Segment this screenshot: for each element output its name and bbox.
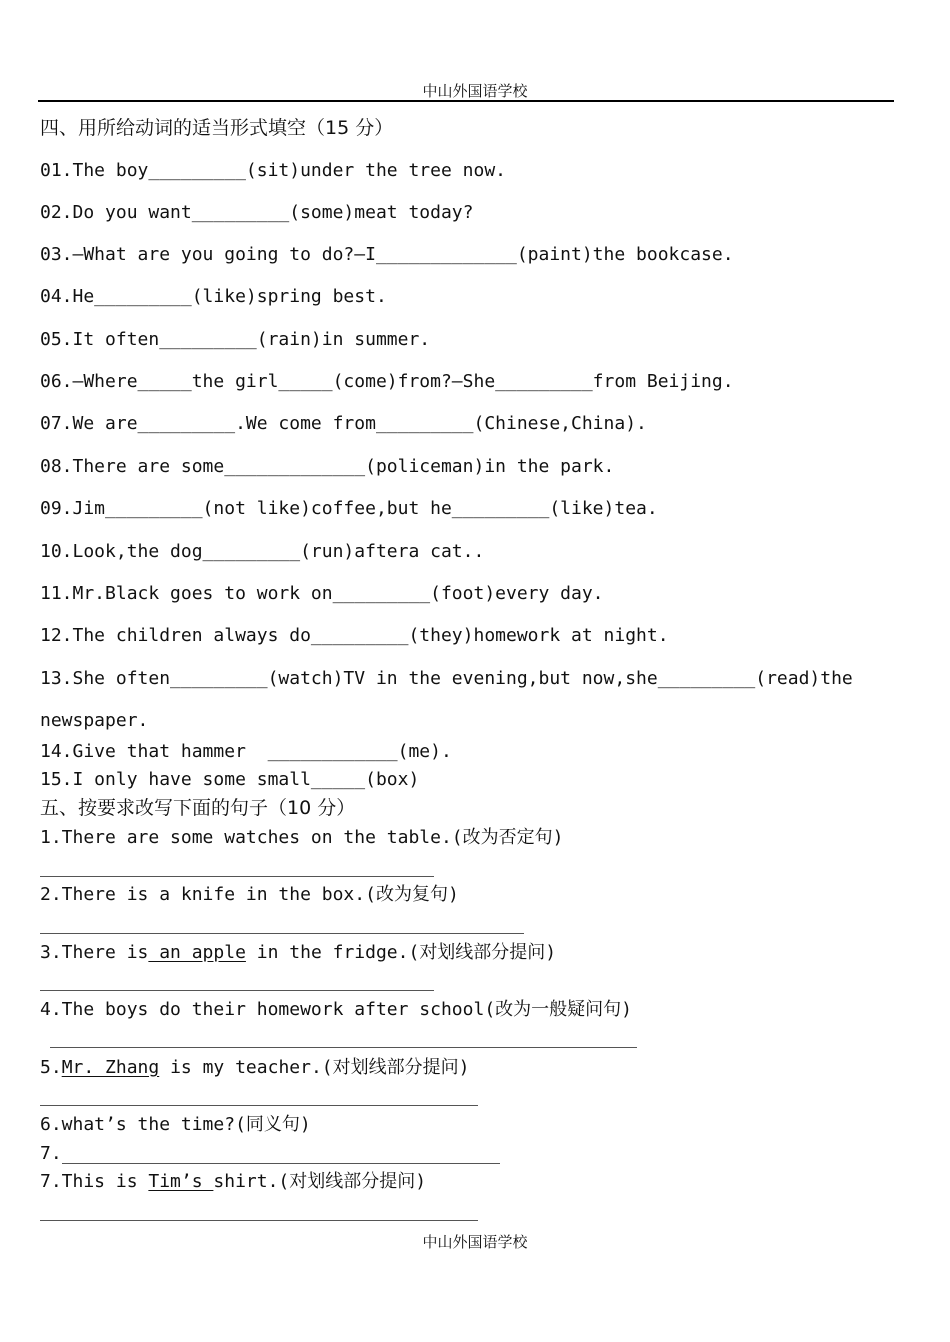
answer-line-6	[62, 1163, 500, 1164]
rewrite-q7	[40, 1171, 426, 1193]
answer-line-2	[40, 933, 524, 934]
question-03: 03.—What are you going to do?—I_____________(paint)the bookcase.	[40, 244, 734, 265]
question-09: 09.Jim_________(not like)coffee,but he_________(like)tea.	[40, 498, 658, 519]
q5-text-post: is my teacher.(对划线部分提问)	[159, 1057, 470, 1078]
rewrite-q4: 4.The boys do their homework after school(改为一般疑问句)	[40, 999, 632, 1020]
question-11: 11.Mr.Black goes to work on_________(foot)every day.	[40, 583, 604, 604]
question-05: 05.It often_________(rain)in summer.	[40, 329, 431, 350]
section-4-title: 四、用所给动词的适当形式填空（15 分）	[40, 117, 394, 139]
q3-underlined: an apple	[148, 942, 246, 963]
rewrite-q1: 1.There are some watches on the table.(改为否定句)	[40, 827, 564, 848]
question-01: 01.The boy_________(sit)under the tree now.	[40, 160, 506, 181]
answer-line-1	[40, 876, 434, 877]
question-14: 14.Give that hammer ____________(me).	[40, 741, 452, 762]
header-rule	[38, 100, 894, 102]
rewrite-q6: 6.what’s the time?(同义句)	[40, 1114, 311, 1135]
answer-line-4	[50, 1047, 637, 1048]
q5-text-pre: 5.	[40, 1057, 62, 1078]
question-12: 12.The children always do_________(they)homework at night.	[40, 625, 669, 646]
question-07: 07.We are_________.We come from_________(Chinese,China).	[40, 413, 647, 434]
question-15: 15.I only have some small_____(box)	[40, 769, 420, 790]
question-06: 06.—Where_____the girl_____(come)from?—She_________from Beijing.	[40, 371, 734, 392]
answer-line-5	[40, 1105, 478, 1106]
answer-line-7	[40, 1220, 478, 1221]
question-10: 10.Look,the dog_________(run)aftera cat..	[40, 541, 485, 562]
page-header: 中山外国语学校	[422, 82, 528, 100]
page-footer: 中山外国语学校	[422, 1233, 528, 1251]
question-13-cont: newspaper.	[40, 710, 149, 731]
question-13: 13.She often_________(watch)TV in the evening,but now,she_________(read)the	[40, 668, 853, 689]
question-02: 02.Do you want_________(some)meat today?	[40, 202, 474, 223]
rewrite-q5	[40, 1057, 469, 1079]
q5-underlined: Mr. Zhang	[61, 1057, 160, 1078]
q7-underlined: Tim’s	[148, 1171, 214, 1192]
q7-text-post: shirt.(对划线部分提问)	[213, 1171, 427, 1192]
section-5-title: 五、按要求改写下面的句子（10 分）	[40, 797, 356, 819]
question-08: 08.There are some_____________(policeman)in the park.	[40, 456, 615, 477]
rewrite-q3	[40, 942, 556, 964]
rewrite-q6-answer-label: 7.	[40, 1143, 62, 1164]
q7-text-pre: 7.This is	[40, 1171, 149, 1192]
q3-text-pre: 3.There is	[40, 942, 149, 963]
answer-line-3	[40, 990, 434, 991]
question-04: 04.He_________(like)spring best.	[40, 286, 387, 307]
rewrite-q2: 2.There is a knife in the box.(改为复句)	[40, 884, 459, 905]
q3-text-post: in the fridge.(对划线部分提问)	[245, 942, 557, 963]
